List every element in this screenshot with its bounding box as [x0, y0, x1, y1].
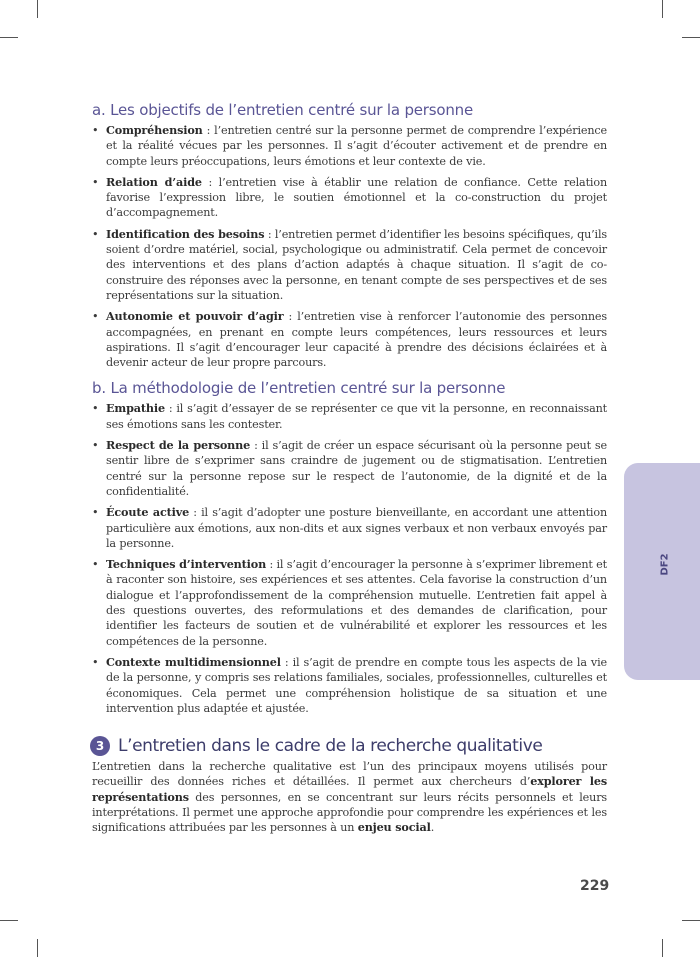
chapter-side-tab — [624, 463, 700, 680]
section-number-badge: 3 — [90, 736, 110, 756]
page-content — [92, 100, 607, 836]
list-item: • Techniques d’intervention : il s’agit d’encourager la personne à s’exprimer librement et à raconter son histoire, ses expériences et ses attentes. Cela favorise la construction d’un dialogue et l’approfondissement de la compréhension mutuelle. L’entretien fait appel à des questions ouvertes, des reformulations et des demandes de clarification, pour identifier les facteurs de soutien et de vulnérabilité et explorer les ressources et les compétences de la personne. — [92, 557, 607, 649]
list-item: • Écoute active : il s’agit d’adopter une posture bienveillante, en accordant une attention particulière aux émotions, aux non-dits et aux signes verbaux et non verbaux envoyés par la personne. — [92, 505, 607, 551]
crop-mark — [0, 920, 18, 921]
list-item: • Autonomie et pouvoir d’agir : l’entretien vise à renforcer l’autonomie des personnes accompagnées, en prenant en compte leurs compétences, leurs ressources et leurs aspirations. Il s’agit d’encourager leur capacité à prendre des décisions éclairées et à devenir acteur de leur propre parcours. — [92, 309, 607, 370]
list-item: • Respect de la personne : il s’agit de créer un espace sécurisant où la personne peut se sentir libre de s’exprimer sans craindre de jugement ou de stigmatisation. L’entretien centré sur la personne repose sur le respect de l’autonomie, de la dignité et de la confidentialité. — [92, 438, 607, 499]
crop-mark — [0, 37, 18, 38]
crop-mark — [662, 0, 663, 18]
crop-mark — [662, 939, 663, 957]
crop-mark — [37, 939, 38, 957]
section-a-list — [92, 123, 607, 370]
section-3-heading — [90, 736, 607, 756]
chapter-tab-label: DF2 — [659, 553, 671, 576]
section-b-heading: b. La méthodologie de l’entretien centré sur la personne — [92, 379, 506, 398]
list-item: • Relation d’aide : l’entretien vise à établir une relation de confiance. Cette relation favorise l’expression libre, le soutien émotionnel et la co-construction du projet d’accompagnement. — [92, 175, 607, 221]
section-3-title: L’entretien dans le cadre de la recherche qualitative — [118, 736, 543, 757]
list-item: • Contexte multidimensionnel : il s’agit de prendre en compte tous les aspects de la vie de la personne, y compris ses relations familiales, sociales, professionnelles, culturelles et économiques. Cela permet une compréhension holistique de sa situation et une intervention plus adaptée et ajustée. — [92, 655, 607, 716]
crop-mark — [37, 0, 38, 18]
crop-mark — [682, 37, 700, 38]
page-number: 229 — [580, 878, 610, 894]
section-b-list — [92, 401, 607, 716]
section-a-heading: a. Les objectifs de l’entretien centré sur la personne — [92, 101, 474, 119]
list-item: • Identification des besoins : l’entretien permet d’identifier les besoins spécifiques, qu’ils soient d’ordre matériel, social, psychologique ou administratif. Cela permet de concevoir des interventions et des plans d’action adaptés à chaque situation. Il s’agit de co-construire des réponses avec la personne, en tenant compte de ses perspectives et de ses représentations sur la situation. — [92, 227, 607, 303]
crop-mark — [682, 920, 700, 921]
list-item: • Empathie : il s’agit d’essayer de se représenter ce que vit la personne, en reconnaissant ses émotions sans les contester. — [92, 401, 607, 432]
list-item: • Compréhension : l’entretien centré sur la personne permet de comprendre l’expérience et la réalité vécues par les personnes. Il s’agit d’écouter activement et de prendre en compte leurs préoccupations, leurs émotions et leur contexte de vie. — [92, 123, 607, 169]
section-3-paragraph: L’entretien dans la recherche qualitative est l’un des principaux moyens utilisés pour recueillir des données riches et détaillées. Il permet aux chercheurs d’explorer les représentations des personnes, en se concentrant sur leurs récits personnels et leurs interprétations. Il permet une approche approfondie pour comprendre les expériences et les significations attribuées par les personnes à un enjeu social. — [92, 760, 607, 835]
